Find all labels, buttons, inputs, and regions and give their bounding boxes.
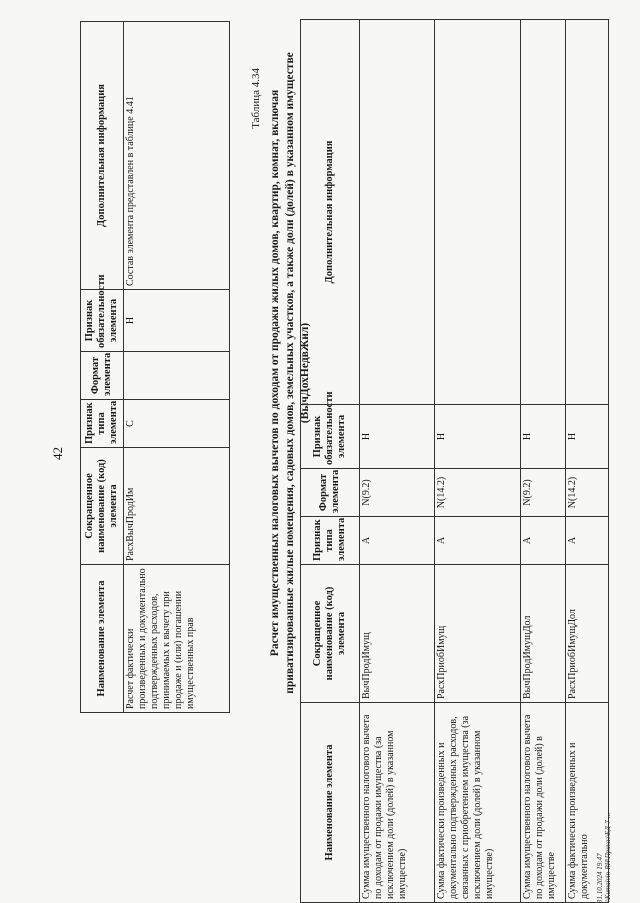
footer-stamp	[596, 813, 612, 903]
table-elements-main	[300, 19, 609, 903]
table-header-row	[301, 20, 360, 903]
cell-format: N(9.2)	[521, 469, 566, 517]
cell-required: Н	[360, 405, 435, 469]
cell-code: РасхВычПродИм	[124, 448, 230, 565]
cell-format: N(9.2)	[360, 469, 435, 517]
cell-code: РасхПриобИмущДол	[566, 565, 609, 703]
table-label: Таблица 4.34	[250, 68, 262, 129]
cell-info: Состав элемента представлен в таблице 4.41	[124, 22, 230, 290]
cell-name: Сумма имущественного налогового вычета по доходам от продажи имущества (за исключением доли (долей) в указанном имуществе)	[360, 703, 435, 903]
cell-required: Н	[124, 290, 230, 352]
cell-required: Н	[566, 405, 609, 469]
cell-info	[435, 20, 521, 405]
header-cell: Сокращенное наименование (код) элемента	[81, 448, 124, 565]
header-cell: Дополнительная информация	[81, 22, 124, 290]
cell-required: Н	[521, 405, 566, 469]
cell-required: Н	[435, 405, 521, 469]
cell-type: С	[124, 400, 230, 448]
table-row	[566, 20, 609, 903]
page-number: 42	[50, 447, 65, 460]
table-row	[521, 20, 566, 903]
cell-code: ВычПродИмущ	[360, 565, 435, 703]
cell-code: ВычПродИмущДол	[521, 565, 566, 703]
header-cell: Признак типа элемента	[301, 517, 360, 565]
cell-info	[566, 20, 609, 405]
header-cell: Формат элемента	[301, 469, 360, 517]
cell-format: N(14.2)	[566, 469, 609, 517]
header-cell: Наименование элемента	[81, 565, 124, 713]
cell-name: Сумма имущественного налогового вычета по доходам от продажи доли (долей) в имуществе	[521, 703, 566, 903]
header-cell: Признак обязательности элемента	[301, 405, 360, 469]
header-cell: Формат элемента	[81, 352, 124, 400]
header-cell: Сокращенное наименование (код) элемента	[301, 565, 360, 703]
footer-date: 31.10.2024 19:47	[596, 853, 604, 903]
header-cell: Признак обязательности элемента	[81, 290, 124, 352]
footer-path: \\Kumaivin-RH\Приказ\ЕД-7-...	[604, 812, 612, 903]
cell-info	[521, 20, 566, 405]
table-row	[124, 22, 230, 713]
table-elements-top	[80, 21, 230, 713]
table-header-row	[81, 22, 124, 713]
table-title: Расчет имущественных налоговых вычетов по доходам от продажи жилых домов, квартир, комнат, включая приватизированные жилые помещения, садовых домов, земельных участков, а также доли (долей) в указанном имуществе (ВычДохНедвЖил)	[269, 52, 311, 694]
cell-type: А	[360, 517, 435, 565]
header-cell: Наименование элемента	[301, 703, 360, 903]
cell-code: РасхПриобИмущ	[435, 565, 521, 703]
cell-format: N(14.2)	[435, 469, 521, 517]
cell-type: А	[435, 517, 521, 565]
cell-type: А	[566, 517, 609, 565]
cell-format	[124, 352, 230, 400]
table-row	[360, 20, 435, 903]
cell-type: А	[521, 517, 566, 565]
cell-name: Сумма фактически произведенных и документально	[566, 703, 609, 903]
cell-name: Сумма фактически произведенных и документально подтвержденных расходов, связанных с приобретением имущества (за исключением доли (долей) в указанном имуществе)	[435, 703, 521, 903]
cell-name: Расчет фактически произведенных и документально подтвержденных расходов, принимаемых к вычету при продаже и (или) погашении имущественных прав	[124, 565, 230, 713]
header-cell: Признак типа элемента	[81, 400, 124, 448]
table-row	[435, 20, 521, 903]
header-cell: Дополнительная информация	[301, 20, 360, 405]
cell-info	[360, 20, 435, 405]
